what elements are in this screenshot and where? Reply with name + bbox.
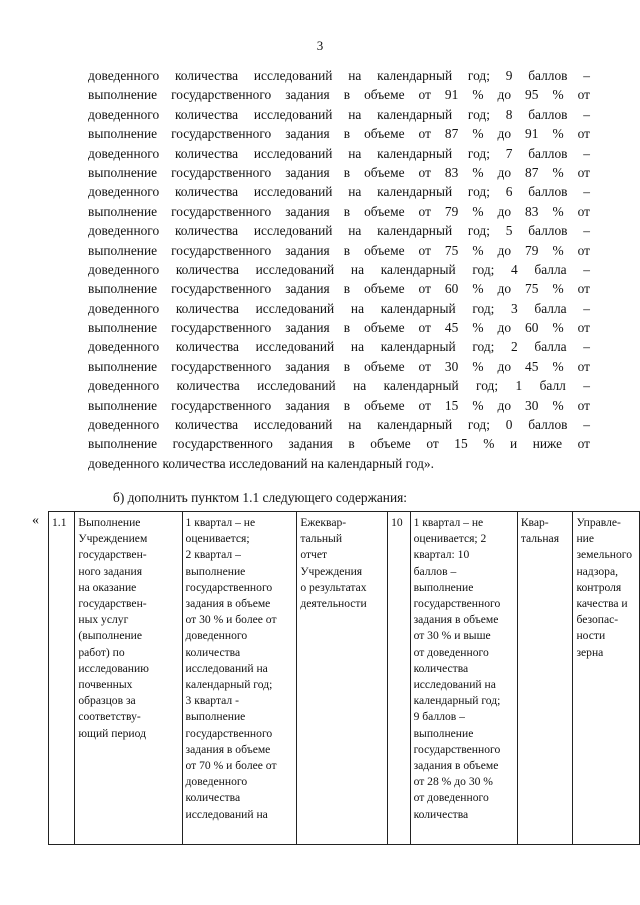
cell-text-line: количества: [185, 645, 241, 659]
text-line: доведенного количества исследований на календарный год».: [88, 455, 434, 471]
cell-text-line: доведенного: [185, 629, 248, 643]
table-row: [49, 512, 640, 845]
text-line: выполнение государственного задания в объеме от 15 % до 30 % от: [88, 397, 590, 413]
cell-text-line: безопас-: [576, 613, 619, 627]
text-line: доведенного количества исследований на календарный год; 0 баллов –: [88, 417, 590, 433]
cell-text-line: от 70 % и более от: [185, 759, 277, 773]
cell-text-line: задания в объеме: [185, 742, 271, 756]
cell-text-line: задания в объеме: [413, 613, 499, 627]
page-number: 3: [316, 38, 324, 53]
item-number-cell: [49, 512, 75, 845]
text-line: доведенного количества исследований на календарный год; 8 баллов –: [88, 106, 590, 122]
cell-text-line: выполнение: [413, 580, 474, 594]
cell-text-line: Учреждением: [78, 532, 148, 546]
text-line: доведенного количества исследований на календарный год; 2 балла –: [88, 339, 590, 355]
cell-text-line: государственного: [413, 742, 501, 756]
text-line: доведенного количества исследований на календарный год; 9 баллов –: [88, 68, 590, 83]
cell-text-line: оценивается; 2: [413, 532, 487, 546]
cell-text-line: государственного: [185, 726, 273, 740]
cell-text-line: задания в объеме: [185, 597, 271, 611]
max-score-cell: [388, 512, 410, 845]
text-line: выполнение государственного задания в объеме от 79 % до 83 % от: [88, 203, 590, 219]
cell-text-line: 2 квартал –: [185, 548, 241, 562]
subheading: б) дополнить пунктом 1.1 следующего содержания:: [113, 490, 407, 505]
criteria-cell: [182, 512, 297, 845]
cell-text-line: выполнение: [185, 710, 246, 724]
cell-text-line: отчет: [300, 548, 328, 562]
cell-text-line: от 28 % до 30 %: [413, 775, 493, 789]
cell-text-line: от доведенного: [413, 791, 489, 805]
cell-text-line: Ежеквар-: [300, 516, 347, 529]
cell-text-line: 1 квартал – не: [413, 516, 484, 529]
cell-text-line: выполнение: [185, 564, 246, 578]
cell-text-line: количества: [413, 661, 469, 675]
scoring-cell: [410, 512, 517, 845]
cell-text-line: исследованию: [78, 661, 149, 675]
cell-text-line: о результатах: [300, 580, 367, 594]
cell-text-line: государствен-: [78, 597, 147, 611]
cell-text-line: 9 баллов –: [413, 710, 465, 724]
cell-text-line: от 30 % и выше: [413, 629, 491, 643]
text-line: выполнение государственного задания в объеме от 87 % до 91 % от: [88, 126, 590, 142]
cell-text-line: Квар-: [520, 516, 549, 529]
quote-mark: «: [32, 513, 39, 528]
text-line: выполнение государственного задания в объеме от 45 % до 60 % от: [88, 320, 590, 336]
item-number: 1.1: [52, 516, 67, 529]
cell-text-line: земельного: [576, 548, 632, 562]
cell-text-line: тальная: [520, 532, 560, 546]
text-line: выполнение государственного задания в объеме от 91 % до 95 % от: [88, 87, 590, 103]
cell-text-line: надзора,: [576, 564, 618, 578]
cell-text-line: выполнение: [413, 726, 474, 740]
cell-text-line: тальный: [300, 532, 343, 546]
text-line: доведенного количества исследований на календарный год; 3 балла –: [88, 300, 590, 316]
max-score: 10: [391, 516, 403, 529]
text-line: доведенного количества исследований на календарный год; 7 баллов –: [88, 145, 590, 161]
cell-text-line: государствен-: [78, 548, 147, 562]
cell-text-line: 1 квартал – не: [185, 516, 256, 529]
cell-text-line: соответству-: [78, 710, 141, 724]
cell-text-line: Учреждения: [300, 564, 363, 578]
text-line: выполнение государственного задания в объеме от 60 % до 75 % от: [88, 281, 590, 297]
cell-text-line: 3 квартал -: [185, 694, 239, 708]
cell-text-line: ющий период: [78, 726, 146, 740]
text-line: доведенного количества исследований на календарный год; 5 баллов –: [88, 223, 590, 239]
cell-text-line: ных услуг: [78, 613, 129, 627]
cell-text-line: ние: [576, 532, 595, 546]
cell-text-line: от доведенного: [413, 645, 489, 659]
source-cell: [297, 512, 388, 845]
text-line: доведенного количества исследований на календарный год; 1 балл –: [88, 378, 590, 394]
cell-text-line: календарный год;: [185, 678, 273, 692]
cell-text-line: от 30 % и более от: [185, 613, 277, 627]
cell-text-line: почвенных: [78, 678, 133, 692]
cell-text-line: квартал: 10: [413, 548, 470, 562]
text-line: доведенного количества исследований на календарный год; 4 балла –: [88, 261, 590, 277]
cell-text-line: исследований на: [185, 661, 268, 675]
cell-text-line: контроля: [576, 580, 622, 594]
cell-text-line: деятельности: [300, 597, 367, 611]
cell-text-line: государственного: [185, 580, 273, 594]
cell-text-line: ности: [576, 629, 606, 643]
text-line: доведенного количества исследований на календарный год; 6 баллов –: [88, 184, 590, 200]
cell-text-line: календарный год;: [413, 694, 501, 708]
cell-text-line: ного задания: [78, 564, 143, 578]
cell-text-line: на оказание: [78, 580, 137, 594]
body-paragraph: [88, 66, 590, 473]
cell-text-line: зерна: [576, 645, 604, 659]
cell-text-line: Управле-: [576, 516, 621, 529]
cell-text-line: доведенного: [185, 775, 248, 789]
cell-text-line: исследований на: [413, 678, 496, 692]
cell-text-line: (выполнение: [78, 629, 143, 643]
cell-text-line: работ) по: [78, 645, 125, 659]
cell-text-line: количества: [185, 791, 241, 805]
amendment-table: [48, 511, 640, 845]
cell-text-line: оценивается;: [185, 532, 250, 546]
cell-text-line: качества и: [576, 597, 628, 611]
cell-text-line: количества: [413, 807, 469, 821]
cell-text-line: исследований на: [185, 807, 268, 821]
cell-text-line: образцов за: [78, 694, 136, 708]
text-line: выполнение государственного задания в объеме от 30 % до 45 % от: [88, 358, 590, 374]
responsible-cell: [573, 512, 640, 845]
cell-text-line: баллов –: [413, 564, 457, 578]
indicator-cell: [75, 512, 182, 845]
text-line: выполнение государственного задания в объеме от 83 % до 87 % от: [88, 164, 590, 180]
cell-text-line: задания в объеме: [413, 759, 499, 773]
cell-text-line: государственного: [413, 597, 501, 611]
text-line: выполнение государственного задания в объеме от 75 % до 79 % от: [88, 242, 590, 258]
period-cell: [517, 512, 573, 845]
cell-text-line: Выполнение: [78, 516, 141, 529]
text-line: выполнение государственного задания в объеме от 15 % и ниже от: [88, 436, 590, 452]
